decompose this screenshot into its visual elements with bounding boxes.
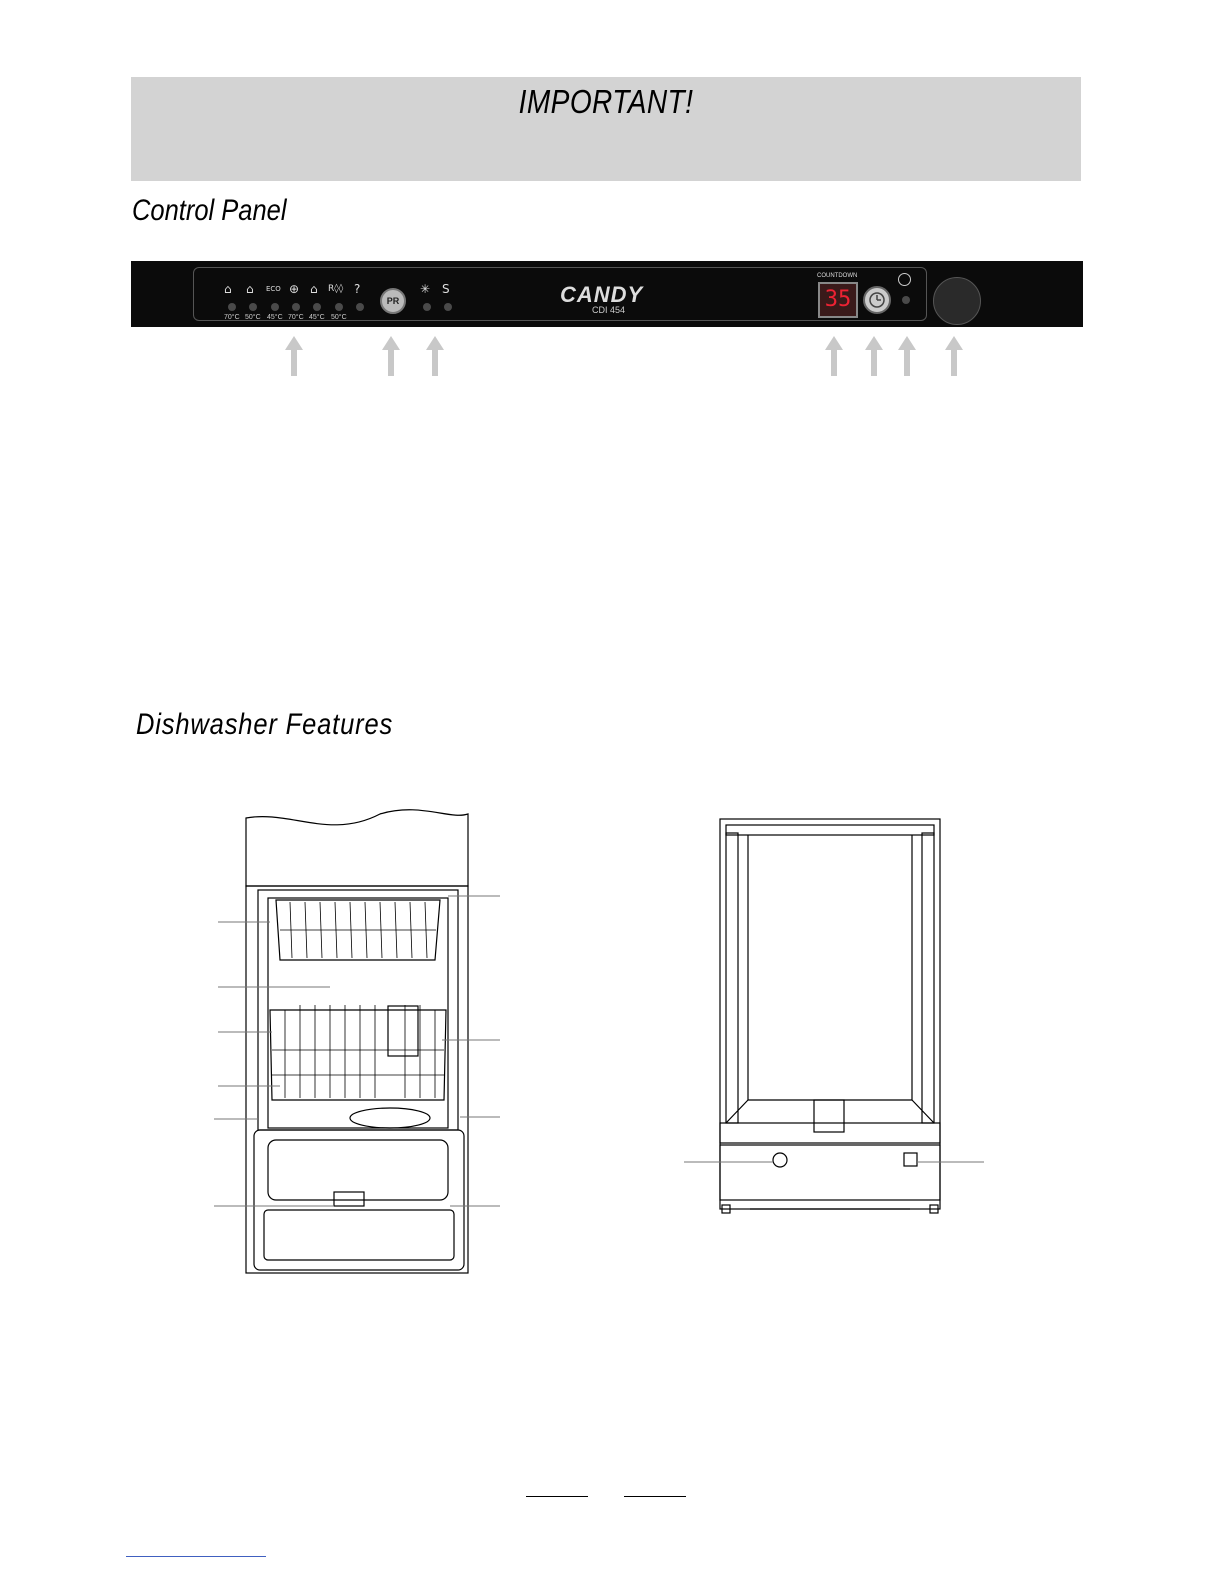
temp-label: 45°C <box>309 314 325 321</box>
model-label: CDI 454 <box>592 305 626 315</box>
arrow-up-icon <box>285 336 303 376</box>
control-panel-heading: Control Panel <box>132 194 287 227</box>
salt-led <box>444 303 452 311</box>
temp-label: 45°C <box>267 314 283 321</box>
brand-logo: CANDY <box>560 282 644 307</box>
page-link-rule <box>126 1556 266 1557</box>
program-icon-5: ⌂ <box>310 282 318 296</box>
program-icon-rapid: R◊◊ <box>328 284 344 294</box>
power-icon <box>898 273 911 286</box>
program-led-2 <box>249 303 257 311</box>
arrow-up-icon <box>825 336 843 376</box>
arrow-up-icon <box>426 336 444 376</box>
delay-start-button <box>863 286 891 314</box>
program-icon-7: ? <box>354 282 361 296</box>
dishwasher-front-diagram <box>210 800 510 1280</box>
arrow-up-icon <box>382 336 400 376</box>
program-led-3 <box>271 303 279 311</box>
features-heading: Dishwasher Features <box>136 708 394 741</box>
important-banner <box>131 77 1081 181</box>
program-led-1 <box>228 303 236 311</box>
power-led <box>902 296 910 304</box>
panel-bezel <box>193 267 927 321</box>
temp-label: 70°C <box>224 314 240 321</box>
footer-rule-left <box>526 1496 588 1497</box>
temp-label: 50°C <box>331 314 347 321</box>
program-icon-2: ⌂ <box>246 282 254 296</box>
program-led-4 <box>292 303 300 311</box>
clock-icon <box>865 288 889 312</box>
program-button: PR <box>380 288 406 314</box>
countdown-label: COUNTDOWN <box>817 273 858 279</box>
on-off-knob <box>933 277 981 325</box>
temp-label: 70°C <box>288 314 304 321</box>
program-icon-4: ⊕ <box>289 282 300 296</box>
program-led-5 <box>313 303 321 311</box>
temp-label: 50°C <box>245 314 261 321</box>
arrow-up-icon <box>865 336 883 376</box>
half-load-icon: ✳ <box>420 282 431 296</box>
program-led-6 <box>335 303 343 311</box>
program-led-7 <box>356 303 364 311</box>
countdown-display: 35 <box>818 282 858 318</box>
dishwasher-rear-diagram <box>680 815 990 1225</box>
footer-rule-right <box>624 1496 686 1497</box>
banner-title: IMPORTANT! <box>518 83 694 120</box>
control-panel-illustration <box>131 261 1083 327</box>
program-icon-eco: ECO <box>266 285 281 293</box>
arrow-up-icon <box>898 336 916 376</box>
arrow-up-icon <box>945 336 963 376</box>
program-icon-1: ⌂ <box>224 282 232 296</box>
salt-icon: S <box>442 282 450 296</box>
half-load-led <box>423 303 431 311</box>
